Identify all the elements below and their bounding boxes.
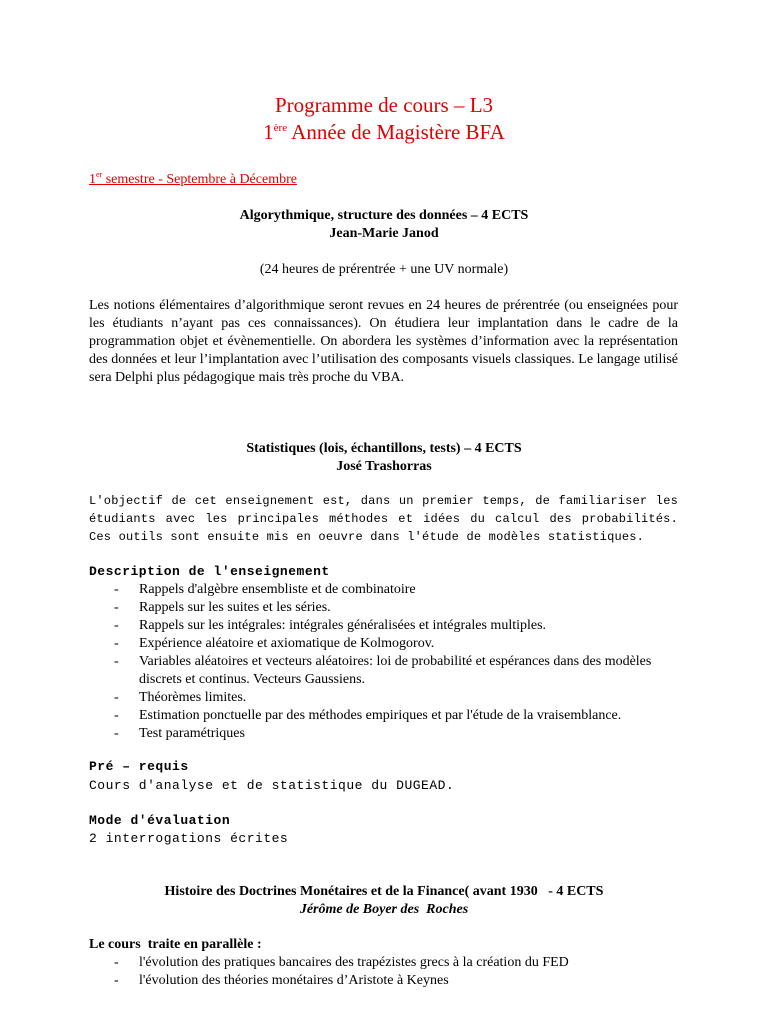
statistics-topics-list	[114, 581, 674, 743]
list-item-text: l'évolution des théories monétaires d’Aristote à Keynes	[139, 973, 449, 988]
semester-heading	[89, 172, 297, 188]
bullet-dash: -	[114, 618, 119, 633]
bullet-dash: -	[114, 955, 119, 970]
list-item-text: Théorèmes limites.	[139, 690, 247, 705]
subtitle-number: 1	[263, 120, 274, 144]
list-item	[114, 599, 674, 617]
course-title-algorithmique: Algorythmique, structure des données – 4 ECTS	[239, 208, 529, 223]
list-item	[114, 725, 674, 743]
list-item-text: Rappels d'algèbre ensembliste et de combinatoire	[139, 582, 416, 597]
bullet-dash: -	[114, 654, 119, 669]
course-teacher-trashorras: José Trashorras	[336, 459, 432, 474]
bullet-dash: -	[114, 726, 119, 741]
list-item-text: Test paramétriques	[139, 726, 245, 741]
semester-rest: semestre - Septembre à Décembre	[102, 172, 297, 187]
bullet-dash: -	[114, 690, 119, 705]
bullet-dash: -	[114, 708, 119, 723]
parallel-heading: Le cours traite en parallèle :	[89, 937, 262, 952]
list-item	[114, 581, 674, 599]
list-item-text: Expérience aléatoire et axiomatique de Kolmogorov.	[139, 636, 435, 651]
document-title: Programme de cours – L3	[274, 93, 494, 117]
list-item-text: Estimation ponctuelle par des méthodes empiriques et par l'étude de la vraisemblance.	[139, 708, 622, 723]
list-item	[114, 972, 674, 990]
course-title-histoire: Histoire des Doctrines Monétaires et de la Finance( avant 1930 - 4 ECTS	[164, 884, 604, 899]
list-item	[114, 954, 674, 972]
course-description-algorithmique: Les notions élémentaires d’algorithmique seront revues en 24 heures de prérentrée (ou enseignées pour les étudiants n’ayant pas ces connaissances). On étudiera leur implantation dans le cadre de la programmation objet et évènementielle. On abordera les systèmes d’information avec la représentation des données et leur l’implantation avec l’utilisation des composants visuels classiques. Le langage utilisé sera Delphi plus pédagogique mais très proche du VBA.	[89, 298, 678, 385]
list-item-text: Rappels sur les suites et les séries.	[139, 600, 331, 615]
subtitle-superscript: ère	[273, 122, 288, 134]
bullet-dash: -	[114, 600, 119, 615]
course-objective-statistiques: L'objectif de cet enseignement est, dans un premier temps, de familiariser les étudiants avec les principales méthodes et idées du calcul des probabilités. Ces outils sont ensuite mis en oeuvre dans l'étude de modèles statistiques.	[89, 494, 678, 544]
description-heading: Description de l'enseignement	[89, 564, 330, 579]
list-item	[114, 689, 674, 707]
semester-number: 1	[89, 172, 96, 187]
list-item	[114, 635, 674, 653]
semester-superscript: er	[96, 170, 103, 179]
list-item-text: Rappels sur les intégrales: intégrales généralisées et intégrales multiples.	[139, 618, 547, 633]
evaluation-text: 2 interrogations écrites	[89, 831, 289, 846]
course-teacher-janod: Jean-Marie Janod	[329, 226, 439, 241]
evaluation-heading: Mode d'évaluation	[89, 813, 231, 828]
list-item	[114, 617, 674, 635]
list-item-text: Variables aléatoires et vecteurs aléatoires: loi de probabilité et espérances dans des modèles discrets et continus. Vecteurs Gaussiens.	[139, 654, 652, 687]
course-teacher-boyer: Jérôme de Boyer des Roches	[299, 902, 469, 917]
bullet-dash: -	[114, 582, 119, 597]
prerequisites-text: Cours d'analyse et de statistique du DUGEAD.	[89, 778, 455, 793]
list-item-text: l'évolution des pratiques bancaires des trapézistes grecs à la création du FED	[139, 955, 569, 970]
history-topics-list	[114, 954, 674, 990]
list-item	[114, 653, 674, 689]
course-hours: (24 heures de prérentrée + une UV normale)	[259, 262, 509, 277]
prerequisites-heading: Pré – requis	[89, 759, 189, 774]
subtitle-rest: Année de Magistère BFA	[287, 120, 505, 144]
bullet-dash: -	[114, 973, 119, 988]
document-subtitle	[0, 119, 768, 146]
list-item	[114, 707, 674, 725]
bullet-dash: -	[114, 636, 119, 651]
course-title-statistiques: Statistiques (lois, échantillons, tests) – 4 ECTS	[246, 441, 522, 456]
